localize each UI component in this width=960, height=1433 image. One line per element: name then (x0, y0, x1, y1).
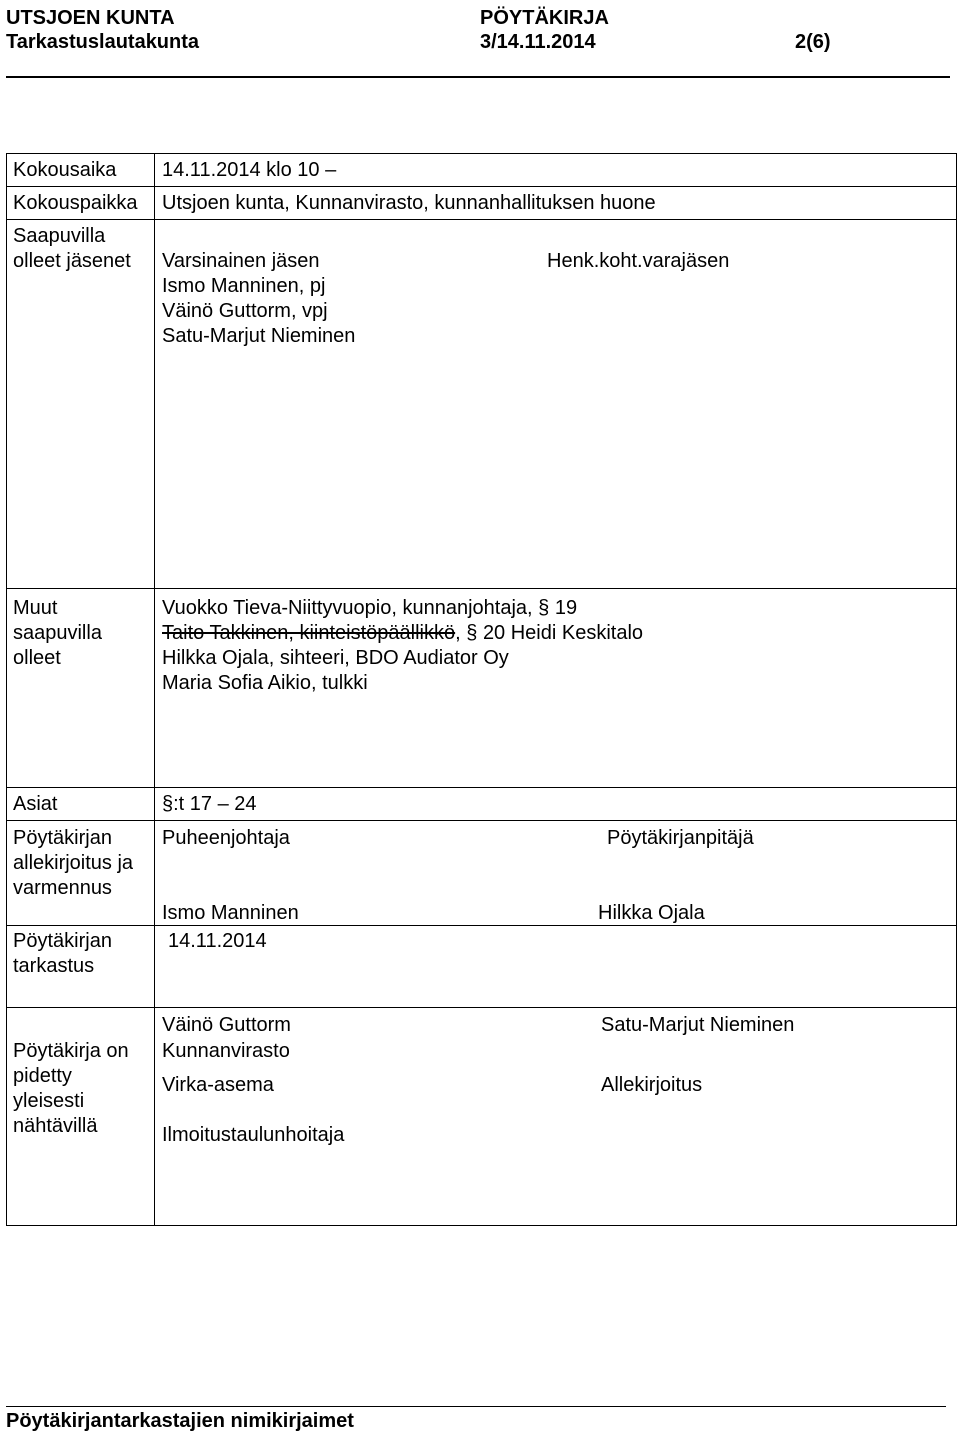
document-type: PÖYTÄKIRJA (480, 7, 609, 29)
members-label-line2: olleet jäsenet (13, 250, 131, 272)
signing-label-line1: Pöytäkirjan (13, 827, 112, 849)
committee-name: Tarkastuslautakunta (6, 31, 200, 53)
publication-place: Kunnanvirasto (162, 1040, 290, 1062)
reviewer-1: Väinö Guttorm (162, 1014, 291, 1036)
others-line-2-tail: 20 Heidi Keskitalo (482, 622, 644, 644)
others-label-line3: olleet (13, 647, 61, 669)
footer-caption: Pöytäkirjantarkastajien nimikirjaimet (6, 1410, 354, 1432)
publication-position: Virka-asema (162, 1074, 274, 1096)
struck-attendee: Taito Takkinen, kiinteistöpäällikkö (162, 622, 456, 644)
review-label-line1: Pöytäkirjan (13, 930, 112, 952)
municipality-name: UTSJOEN KUNTA (6, 7, 175, 29)
meeting-time-value: 14.11.2014 klo 10 – (162, 159, 337, 181)
publication-label-line2: pidetty (13, 1065, 72, 1087)
deputy-member-heading: Henk.koht.varajäsen (547, 250, 730, 272)
secretary-name: Hilkka Ojala (598, 902, 705, 924)
secretary-title: Pöytäkirjanpitäjä (607, 827, 754, 849)
publication-signature: Allekirjoitus (601, 1074, 703, 1096)
page-number: 2(6) (795, 31, 831, 53)
document-number: 3/14.11.2014 (480, 31, 596, 53)
reviewer-2: Satu-Marjut Nieminen (601, 1014, 795, 1036)
section-sign: § (538, 597, 550, 619)
matters-label: Asiat (13, 793, 58, 815)
chair-name: Ismo Manninen (162, 902, 299, 924)
footer-divider (6, 1406, 946, 1407)
chair-title: Puheenjohtaja (162, 827, 290, 849)
publication-label-line1: Pöytäkirja on (13, 1040, 129, 1062)
review-label-line2: tarkastus (13, 955, 95, 977)
publication-label-line4: nähtävillä (13, 1115, 98, 1137)
others-line-2 (162, 621, 643, 645)
regular-member-heading: Varsinainen jäsen (162, 250, 320, 272)
others-line-1-text: Vuokko Tieva-Niittyvuopio, kunnanjohtaja, (162, 597, 533, 619)
member-item: Ismo Manninen, pj (162, 275, 326, 297)
section-sign: § (466, 622, 478, 644)
signing-label-line2: allekirjoitus ja (13, 852, 134, 874)
meeting-place-value: Utsjoen kunta, Kunnanvirasto, kunnanhallituksen huone (162, 192, 656, 214)
header-divider (6, 76, 950, 78)
member-item: Satu-Marjut Nieminen (162, 325, 356, 347)
signing-label-line3: varmennus (13, 877, 112, 899)
matters-value (162, 792, 257, 816)
matters-range: :t 17 – 24 (173, 793, 257, 815)
notice-board-keeper: Ilmoitustaulunhoitaja (162, 1124, 345, 1146)
others-label-line2: saapuvilla (13, 622, 102, 644)
others-line-4: Maria Sofia Aikio, tulkki (162, 672, 368, 694)
publication-label-line3: yleisesti (13, 1090, 85, 1112)
member-item: Väinö Guttorm, vpj (162, 300, 328, 322)
others-label-line1: Muut (13, 597, 58, 619)
meeting-place-label: Kokouspaikka (13, 192, 138, 214)
members-label-line1: Saapuvilla (13, 225, 106, 247)
others-line-1 (162, 596, 577, 620)
others-line-2-comma: , (455, 622, 461, 644)
meeting-time-label: Kokousaika (13, 159, 117, 181)
review-date: 14.11.2014 (168, 930, 267, 952)
section-number: 19 (554, 597, 578, 619)
section-sign: § (162, 793, 174, 815)
others-line-3: Hilkka Ojala, sihteeri, BDO Audiator Oy (162, 647, 509, 669)
